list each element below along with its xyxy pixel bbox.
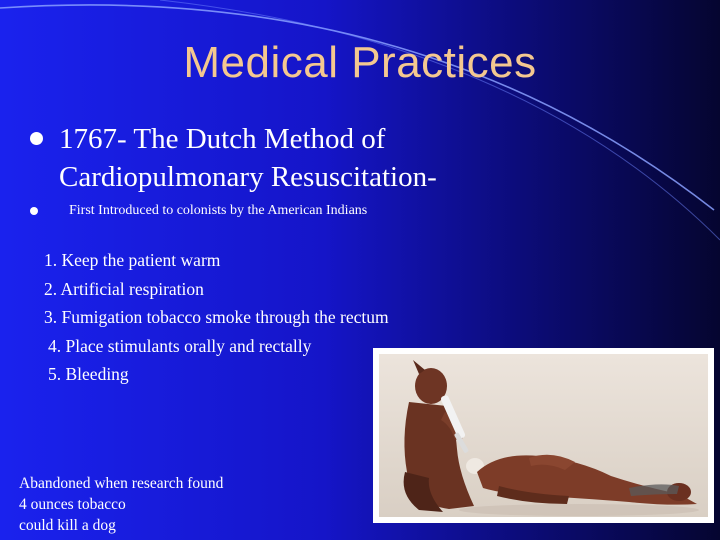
step-item: 5. Bleeding: [48, 364, 129, 384]
steps-list: [44, 246, 389, 389]
diorama-figures-illustration: [379, 354, 708, 517]
sub-bullet-text: First Introduced to colonists by the American Indians: [69, 203, 368, 218]
main-bullet-text: [59, 120, 519, 196]
main-bullet-line-2: Cardiopulmonary Resuscitation-: [59, 161, 437, 193]
footnote: [19, 473, 223, 536]
step-item: 1. Keep the patient warm: [44, 250, 221, 270]
step-item: 3. Fumigation tobacco smoke through the rectum: [44, 307, 389, 327]
bullet-dot-icon: [30, 207, 38, 215]
footnote-line: Abandoned when research found: [19, 475, 224, 492]
step-item: 4. Place stimulants orally and rectally: [48, 335, 312, 356]
slide-title: Medical Practices: [183, 38, 537, 87]
main-bullet: [30, 120, 519, 196]
footnote-line: 4 ounces tobacco: [19, 496, 126, 513]
step-item: 2. Artificial respiration: [44, 278, 204, 299]
diorama-photo: [373, 348, 714, 523]
bullet-dot-icon: [30, 132, 43, 145]
sub-bullet: [30, 201, 367, 221]
main-bullet-line-1: 1767- The Dutch Method of: [59, 123, 386, 155]
footnote-line: could kill a dog: [19, 517, 116, 534]
